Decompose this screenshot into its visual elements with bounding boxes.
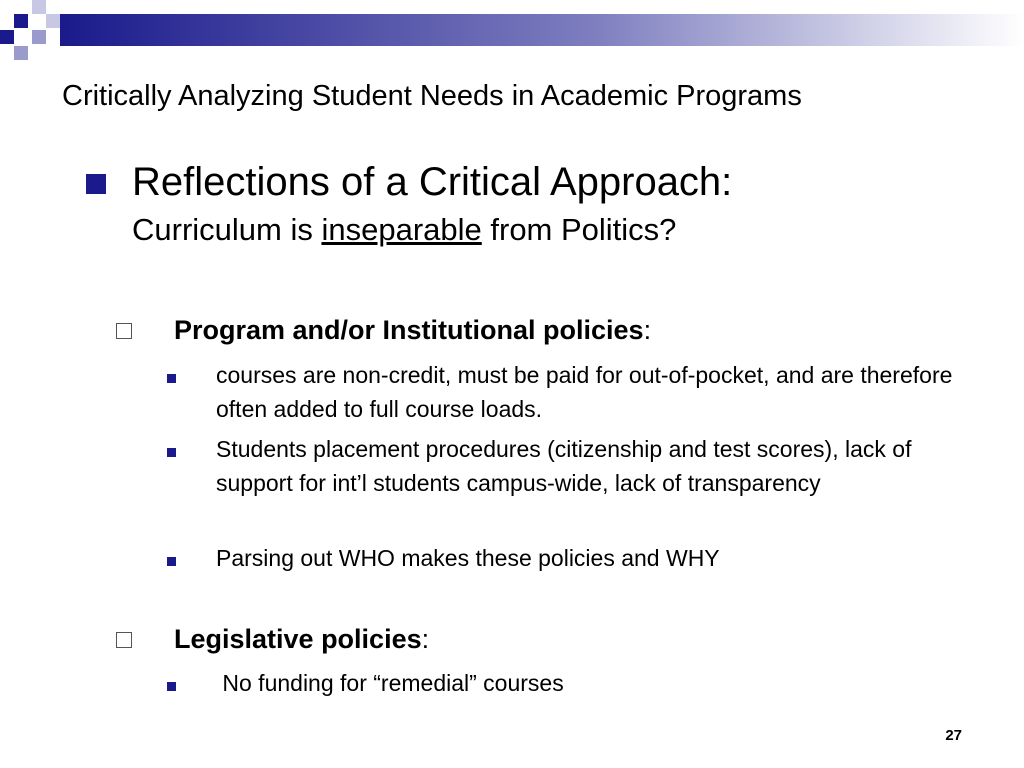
section-heading-text: Legislative policies [174,624,422,654]
section-heading-suffix: : [421,624,430,654]
small-square-bullet-icon [167,557,176,566]
section-heading-text: Program and/or Institutional policies [174,315,644,345]
decorative-square-mid [14,46,28,60]
list-item: courses are non-credit, must be paid for out-of-pocket, and are therefore often added to full course loads. [216,362,953,422]
list-item: Parsing out WHO makes these policies and WHY [216,545,720,571]
list-item: Students placement procedures (citizenship and test scores), lack of support for int’l students campus-wide, lack of transparency [216,436,912,496]
subheading-part: from Politics? [481,212,677,247]
section-heading-suffix: : [643,315,652,345]
subheading-part: Curriculum is [132,212,322,247]
list-item: No funding for “remedial” courses [216,670,564,696]
main-subheading [132,210,676,250]
decorative-square-dark [0,30,14,44]
small-square-bullet-icon [167,448,176,457]
decorative-square-dark [14,14,28,28]
slide-title: Critically Analyzing Student Needs in Academic Programs [62,80,802,112]
main-heading: Reflections of a Critical Approach: [132,160,733,204]
page-number: 27 [945,727,962,744]
header-bar [60,0,1024,48]
hollow-square-bullet-icon [116,323,132,339]
decorative-square-light [46,14,60,28]
hollow-square-bullet-icon [116,632,132,648]
square-bullet-icon [86,174,106,194]
subheading-underlined: inseparable [321,212,482,247]
small-square-bullet-icon [167,374,176,383]
decorative-square-light [32,0,46,14]
section-heading [174,622,429,656]
section-heading [174,313,651,347]
decorative-square-mid [32,30,46,44]
small-square-bullet-icon [167,682,176,691]
